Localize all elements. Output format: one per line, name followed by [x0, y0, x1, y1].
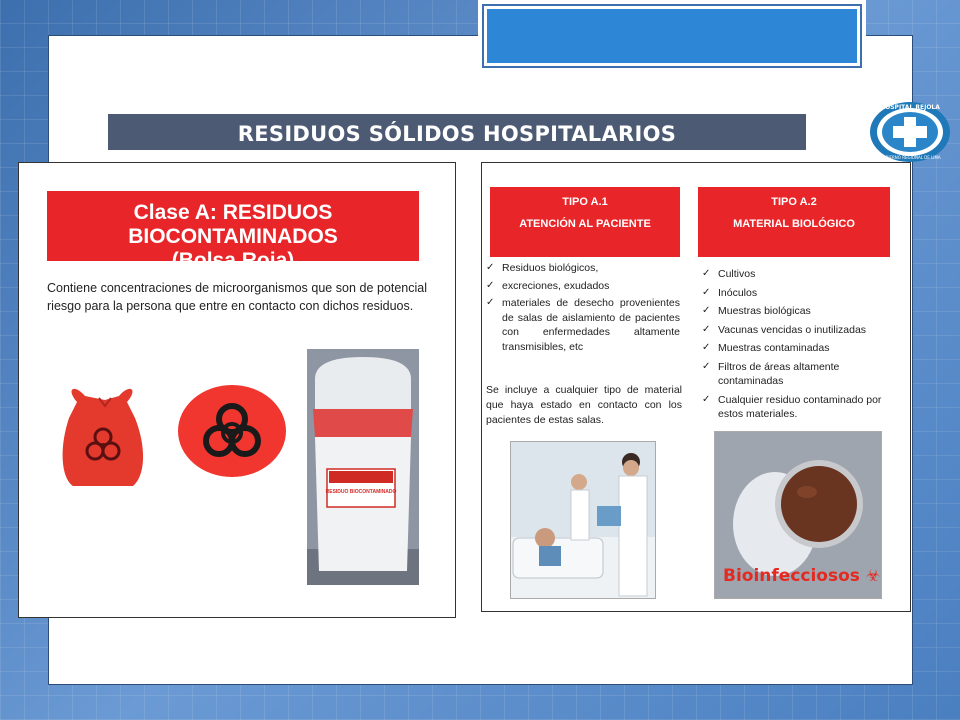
biohazard-symbol-icon	[177, 383, 287, 479]
logo-ring-text-top: HOSPITAL REJOLA	[880, 104, 940, 111]
left-panel-biocontaminados	[18, 162, 456, 618]
biohazard-small-icon: ☣	[865, 566, 881, 585]
list-item: ✓ Cualquier residuo contaminado por estos materiales.	[702, 393, 898, 422]
list-item: ✓ Inóculos	[702, 286, 898, 301]
type-a1-list	[486, 261, 680, 357]
class-a-description: Contiene concentraciones de microorganismos que son de potencial riesgo para la persona que entre en contacto con dichos residuos.	[47, 281, 427, 313]
bioinfecciosos-caption: Bioinfecciosos ☣	[723, 566, 881, 586]
type-a2-list	[702, 267, 898, 426]
list-item: ✓ materiales de desecho provenientes de salas de aislamiento de pacientes con enfermedades altamente transmisibles, etc	[486, 296, 680, 354]
class-a-header	[47, 191, 419, 272]
type-a2-header	[698, 187, 890, 257]
list-item: ✓ Filtros de áreas altamente contaminadas	[702, 360, 898, 389]
biohazard-waste-bin-icon	[307, 349, 419, 585]
logo-ring-text-bottom: GOBIERNO REGIONAL DE LIMA	[879, 155, 941, 160]
bin-label: RESIDUO BIOCONTAMINADO	[325, 489, 397, 495]
type-a2-name: MATERIAL BIOLÓGICO	[733, 218, 855, 230]
list-item: ✓ Vacunas vencidas o inutilizadas	[702, 323, 898, 338]
type-a1-name: ATENCIÓN AL PACIENTE	[519, 218, 651, 230]
list-item: ✓ Muestras contaminadas	[702, 341, 898, 356]
top-decorative-box	[478, 0, 866, 72]
list-item: ✓ Residuos biológicos,	[486, 261, 680, 276]
list-item: ✓ Muestras biológicas	[702, 304, 898, 319]
red-biohazard-bag-icon	[55, 378, 151, 493]
class-a-subtitle: (Bolsa Roja)	[171, 249, 295, 272]
bioinfecciosos-photo	[714, 431, 882, 599]
type-a1-note: Se incluye a cualquier tipo de material que haya estado en contacto con los pacientes de estas salas.	[486, 384, 682, 426]
list-item: ✓ excreciones, exudados	[486, 279, 680, 294]
type-a1-header	[490, 187, 680, 257]
patient-care-photo	[510, 441, 656, 599]
type-a1-code: TIPO A.1	[562, 196, 608, 208]
type-a2-code: TIPO A.2	[771, 196, 817, 208]
hospital-cross-seal-icon	[868, 100, 952, 164]
slide-title: RESIDUOS SÓLIDOS HOSPITALARIOS	[108, 114, 806, 150]
right-panel-types	[481, 162, 911, 612]
list-item: ✓ Cultivos	[702, 267, 898, 282]
class-a-title: Clase A: RESIDUOS BIOCONTAMINADOS	[128, 201, 338, 248]
